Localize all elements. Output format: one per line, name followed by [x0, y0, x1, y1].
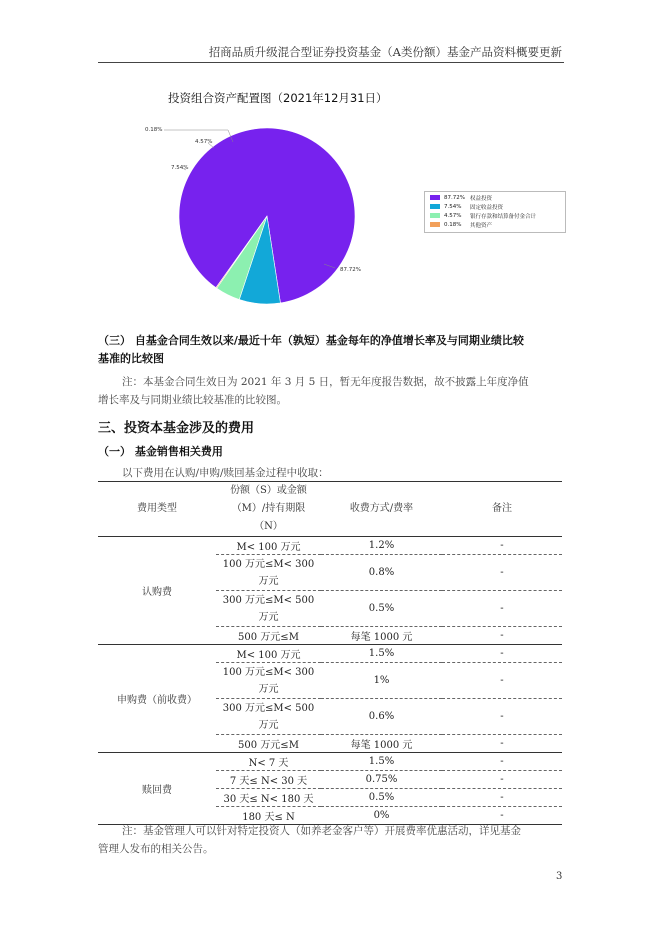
section-heading-fees: 三、投资本基金涉及的费用 — [98, 421, 255, 436]
header-range-line3: （N） — [254, 521, 283, 532]
range-cell: 100 万元≤M< 300 万元 — [216, 555, 321, 591]
legend-label: 银行存款和结算备付金合计 — [470, 213, 537, 220]
table-header-row — [98, 482, 562, 537]
rate-cell: 0.8% — [321, 555, 442, 591]
remark-cell: - — [442, 735, 562, 753]
legend-swatch-equity — [430, 195, 440, 200]
range-cell: 100 万元≤M< 300 万元 — [216, 663, 321, 699]
legend-label: 其他资产 — [470, 222, 493, 229]
pie-label-fixed-income: 7.54% — [171, 165, 189, 171]
rate-cell: 0.5% — [321, 591, 442, 627]
nav-growth-note-line2: 增长率及与同期业绩比较基准的比较图。 — [98, 394, 287, 406]
chart-legend — [424, 191, 566, 233]
table-row — [98, 645, 562, 663]
pie-label-other: 0.18% — [145, 127, 163, 133]
rate-cell: 1.5% — [321, 645, 442, 663]
range-cell: M< 100 万元 — [216, 537, 321, 555]
fee-footnote-line1: 注：基金管理人可以针对特定投资人（如养老金客户等）开展费率优惠活动，详见基金 — [122, 825, 521, 837]
rate-cell: 0.5% — [321, 789, 442, 807]
document-header-title: 招商品质升级混合型证券投资基金（A类份额）基金产品资料概要更新 — [208, 45, 562, 59]
range-cell: 300 万元≤M< 500 万元 — [216, 591, 321, 627]
nav-growth-note-line1: 注：本基金合同生效日为 2021 年 3 月 5 日，暂无年度报告数据，故不披露上年度净值 — [122, 376, 529, 388]
sales-fee-table — [98, 481, 562, 825]
chart-title: 投资组合资产配置图（2021年12月31日） — [168, 91, 388, 105]
header-divider — [98, 62, 564, 63]
rate-cell: 1.5% — [321, 753, 442, 771]
remark-cell: - — [442, 807, 562, 825]
rate-cell: 1% — [321, 663, 442, 699]
remark-cell: - — [442, 555, 562, 591]
subsection-heading-sales-fees: （一） 基金销售相关费用 — [98, 445, 223, 458]
legend-value: 7.54% — [444, 203, 462, 210]
header-remark: 备注 — [442, 482, 562, 537]
range-cell: 7 天≤ N< 30 天 — [216, 771, 321, 789]
legend-item-other — [430, 220, 492, 229]
range-cell: 300 万元≤M< 500 万元 — [216, 699, 321, 735]
range-cell: 30 天≤ N< 180 天 — [216, 789, 321, 807]
rate-cell: 每笔 1000 元 — [321, 627, 442, 645]
range-cell: 500 万元≤M — [216, 735, 321, 753]
remark-cell: - — [442, 627, 562, 645]
legend-value: 87.72% — [444, 194, 465, 201]
remark-cell: - — [442, 537, 562, 555]
section-heading-nav-growth-cont: 基准的比较图 — [98, 352, 164, 365]
remark-cell: - — [442, 591, 562, 627]
fee-type-cell: 赎回费 — [98, 753, 216, 825]
remark-cell: - — [442, 789, 562, 807]
legend-label: 权益投资 — [470, 195, 493, 202]
range-cell: N< 7 天 — [216, 753, 321, 771]
remark-cell: - — [442, 699, 562, 735]
legend-value: 0.18% — [444, 221, 462, 228]
remark-cell: - — [442, 753, 562, 771]
page-number: 3 — [556, 871, 563, 882]
table-row — [98, 753, 562, 771]
header-fee-type: 费用类型 — [98, 482, 216, 537]
legend-item-cash — [430, 211, 536, 220]
rate-cell: 0.6% — [321, 699, 442, 735]
legend-swatch-other — [430, 222, 440, 227]
rate-cell: 0% — [321, 807, 442, 825]
header-range — [216, 482, 321, 537]
fee-table-intro: 以下费用在认购/申购/赎回基金过程中收取： — [122, 467, 329, 479]
pie-label-cash: 4.57% — [195, 139, 213, 145]
remark-cell: - — [442, 663, 562, 699]
remark-cell: - — [442, 645, 562, 663]
fee-type-cell: 申购费（前收费） — [98, 645, 216, 753]
range-cell: 500 万元≤M — [216, 627, 321, 645]
fee-type-cell: 认购费 — [98, 537, 216, 645]
rate-cell: 0.75% — [321, 771, 442, 789]
legend-swatch-fixed-income — [430, 204, 440, 209]
header-range-line1: 份额（S）或金额 — [230, 485, 307, 496]
rate-cell: 1.2% — [321, 537, 442, 555]
range-cell: M< 100 万元 — [216, 645, 321, 663]
fee-footnote-line2: 管理人发布的相关公告。 — [98, 843, 214, 855]
header-range-line2: （M）/持有期限 — [231, 503, 306, 514]
header-rate: 收费方式/费率 — [321, 482, 442, 537]
pie-label-equity: 87.72% — [340, 267, 361, 273]
legend-item-equity — [430, 193, 492, 202]
remark-cell: - — [442, 771, 562, 789]
legend-value: 4.57% — [444, 212, 462, 219]
asset-allocation-pie-chart — [140, 112, 380, 312]
section-heading-nav-growth: （三） 自基金合同生效以来/最近十年（孰短）基金每年的净值增长率及与同期业绩比较 — [98, 334, 524, 347]
legend-swatch-cash — [430, 213, 440, 218]
rate-cell: 每笔 1000 元 — [321, 735, 442, 753]
legend-label: 固定收益投资 — [470, 204, 504, 211]
legend-item-fixed-income — [430, 202, 503, 211]
range-cell: 180 天≤ N — [216, 807, 321, 825]
table-row — [98, 537, 562, 555]
